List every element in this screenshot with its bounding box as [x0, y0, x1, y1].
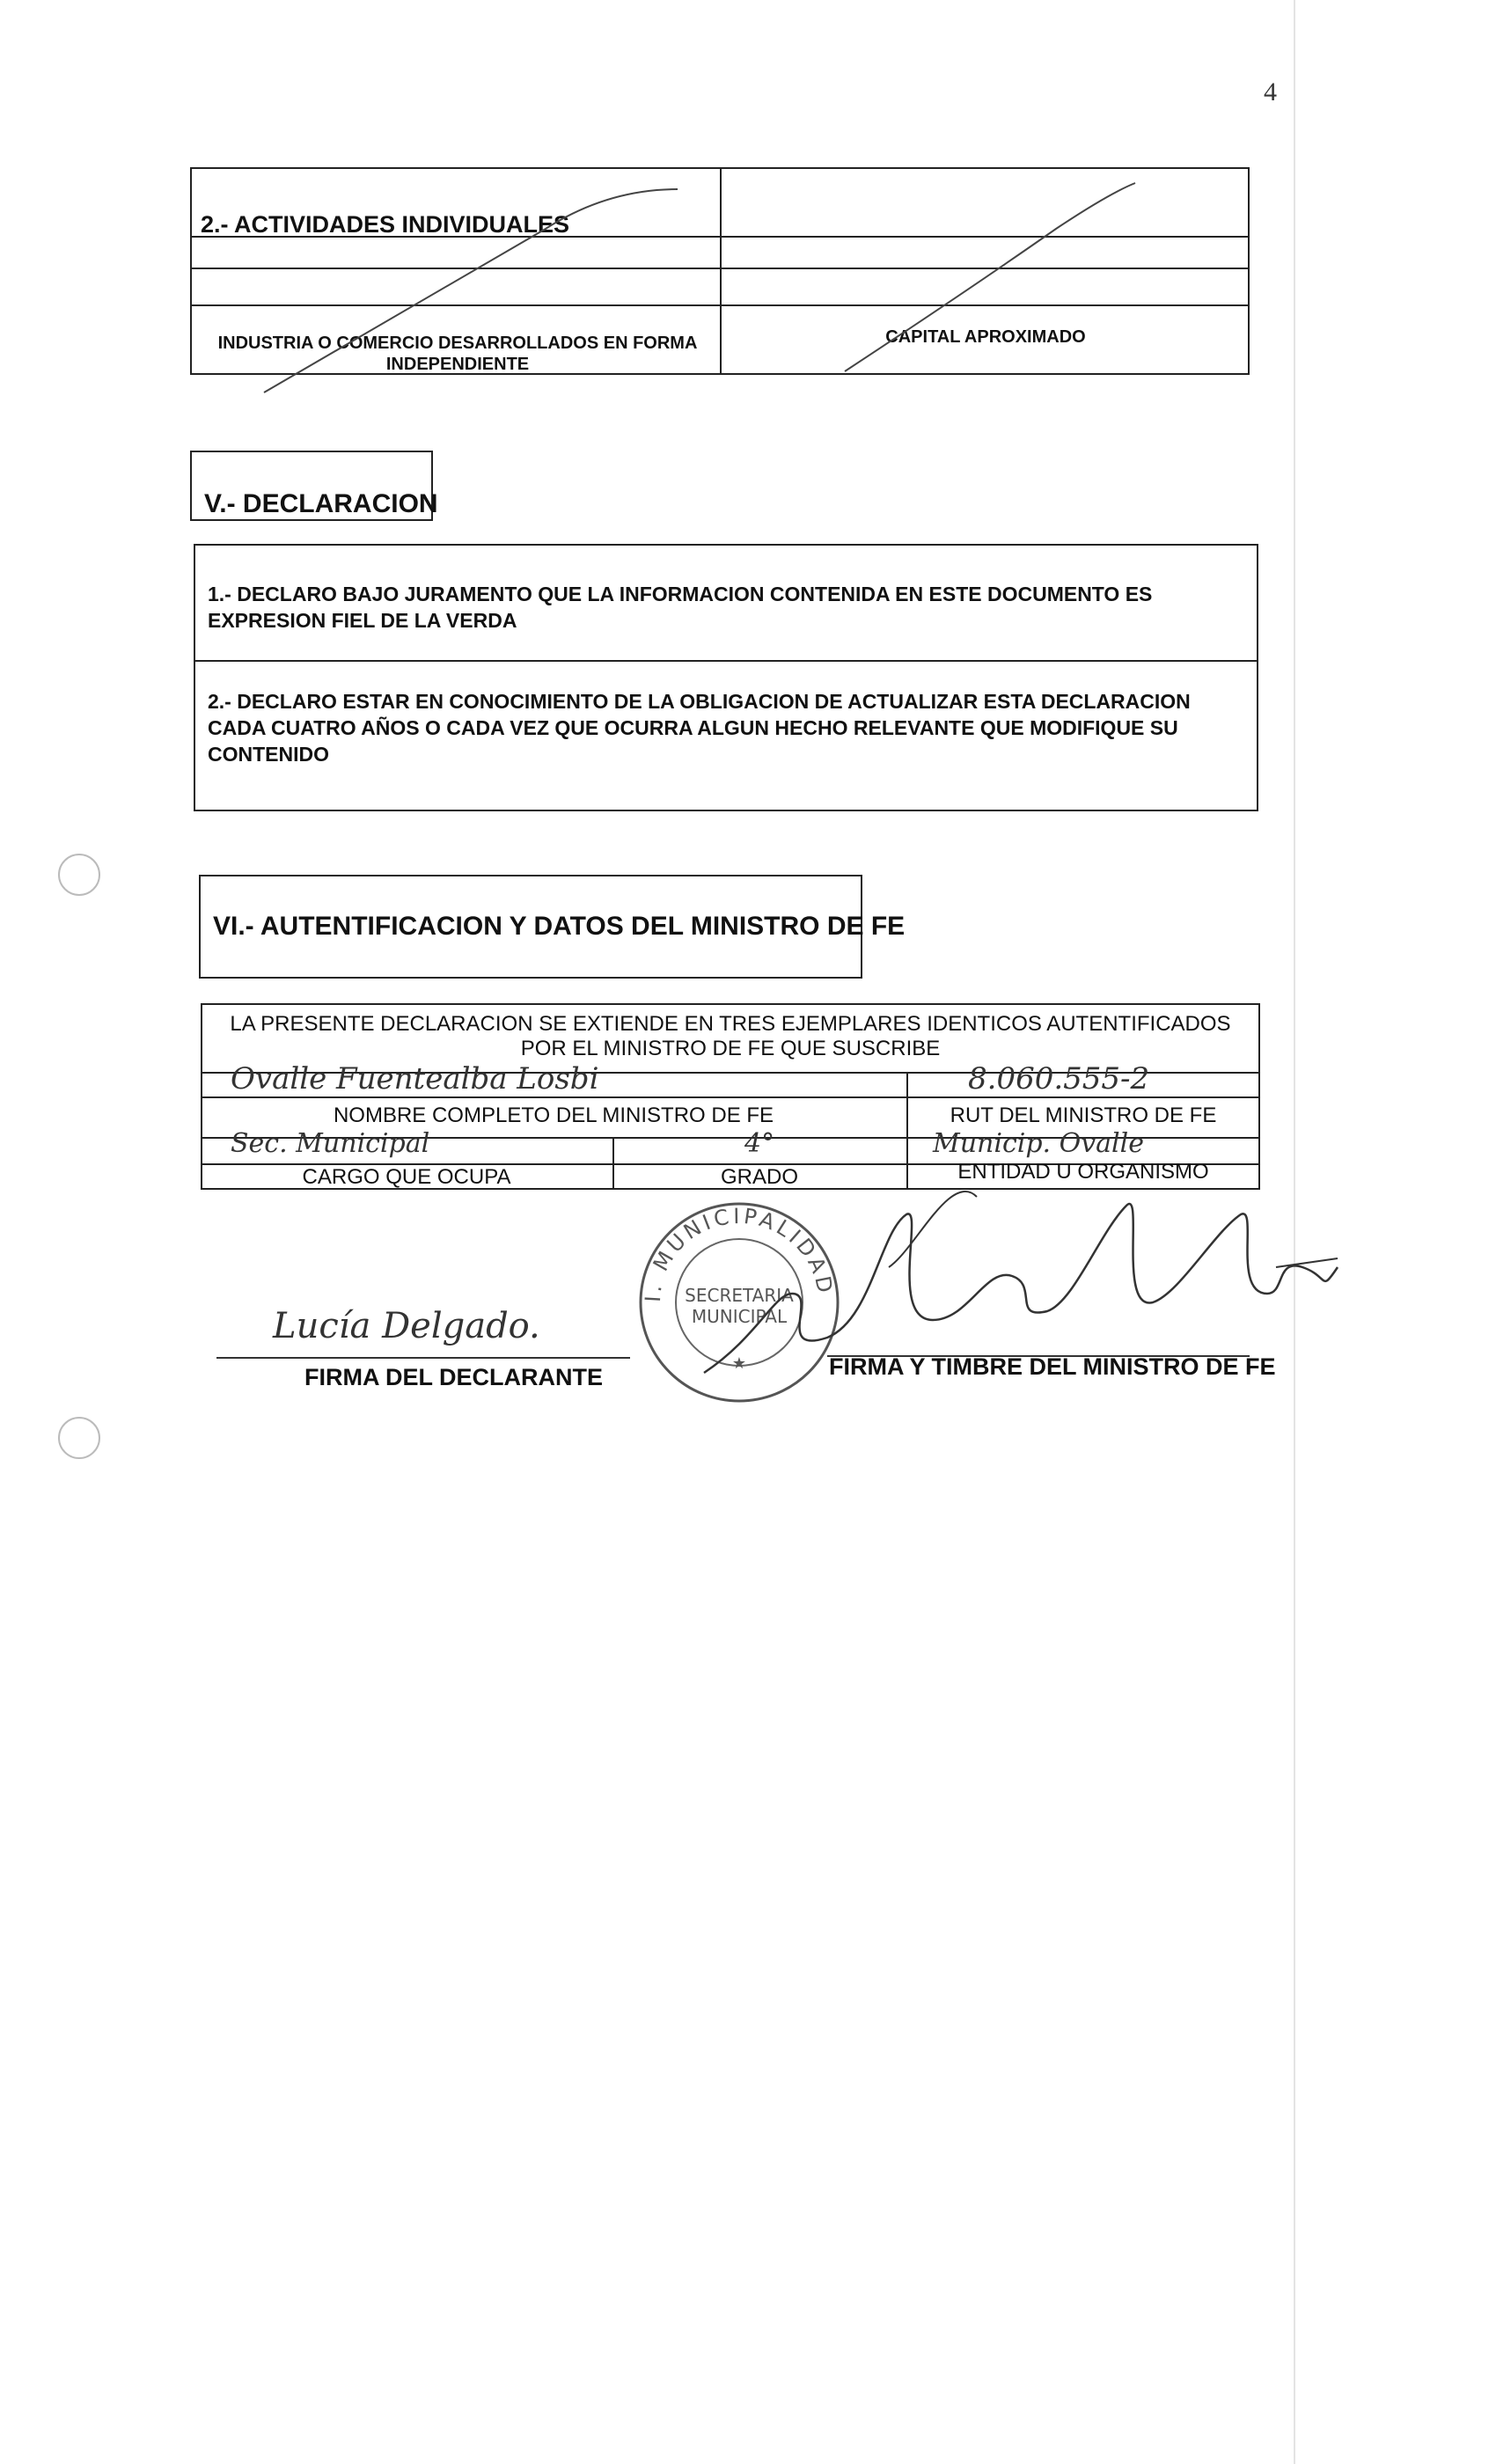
minister-entity-label: ENTIDAD U ORGANISMO — [957, 1160, 1209, 1184]
individual-activities-title: 2.- ACTIVIDADES INDIVIDUALES — [201, 211, 570, 238]
minister-entity-value: Municip. Ovalle — [933, 1128, 1144, 1159]
declaration-item: 2.- DECLARO ESTAR EN CONOCIMIENTO DE LA OBLIGACION DE ACTUALIZAR ESTA DECLARACION CADA CUATRO AÑOS O CADA VEZ QUE OCURRA ALGUN HECHO RELEVANTE QUE MODIFIQUE SU CONTENIDO — [208, 690, 1191, 766]
minister-signature-label: FIRMA Y TIMBRE DEL MINISTRO DE FE — [829, 1353, 1276, 1380]
declarant-signature-label: FIRMA DEL DECLARANTE — [304, 1364, 603, 1390]
declarant-signature: Lucía Delgado. — [273, 1306, 540, 1346]
stamp-inner-text: SECRETARIA MUNICIPAL — [685, 1285, 794, 1327]
minister-name-label: NOMBRE COMPLETO DEL MINISTRO DE FE — [333, 1104, 774, 1127]
minister-grade-label: GRADO — [720, 1165, 798, 1189]
minister-name-value: Ovalle Fuentealba Losbi — [231, 1061, 599, 1096]
minister-position-label: CARGO QUE OCUPA — [302, 1165, 511, 1189]
minister-rut-value: 8.060.555-2 — [968, 1061, 1150, 1096]
authentication-intro: LA PRESENTE DECLARACION SE EXTIENDE EN TRES EJEMPLARES IDENTICOS AUTENTIFICADOS POR EL MINISTRO DE FE QUE SUSCRIBE — [230, 1012, 1231, 1060]
capital-label: CAPITAL APROXIMADO — [885, 327, 1086, 347]
declaration-title: V.- DECLARACION — [204, 489, 438, 518]
minister-position-value: Sec. Municipal — [231, 1128, 430, 1159]
page-number: 4 — [1264, 77, 1277, 106]
authentication-title: VI.- AUTENTIFICACION Y DATOS DEL MINISTRO DE FE — [213, 912, 906, 941]
declaration-item: 1.- DECLARO BAJO JURAMENTO QUE LA INFORMACION CONTENIDA EN ESTE DOCUMENTO ES EXPRESION FIEL DE LA VERDA — [208, 583, 1153, 632]
industry-commerce-label: INDUSTRIA O COMERCIO DESARROLLADOS EN FORMA INDEPENDIENTE — [217, 334, 698, 374]
stamp-outer-text: I. MUNICIPALIDAD DE OVALLE — [623, 1177, 839, 1308]
svg-text:★: ★ — [731, 1354, 747, 1372]
minister-rut-label: RUT DEL MINISTRO DE FE — [950, 1104, 1217, 1127]
minister-grade-value: 4° — [744, 1128, 775, 1159]
